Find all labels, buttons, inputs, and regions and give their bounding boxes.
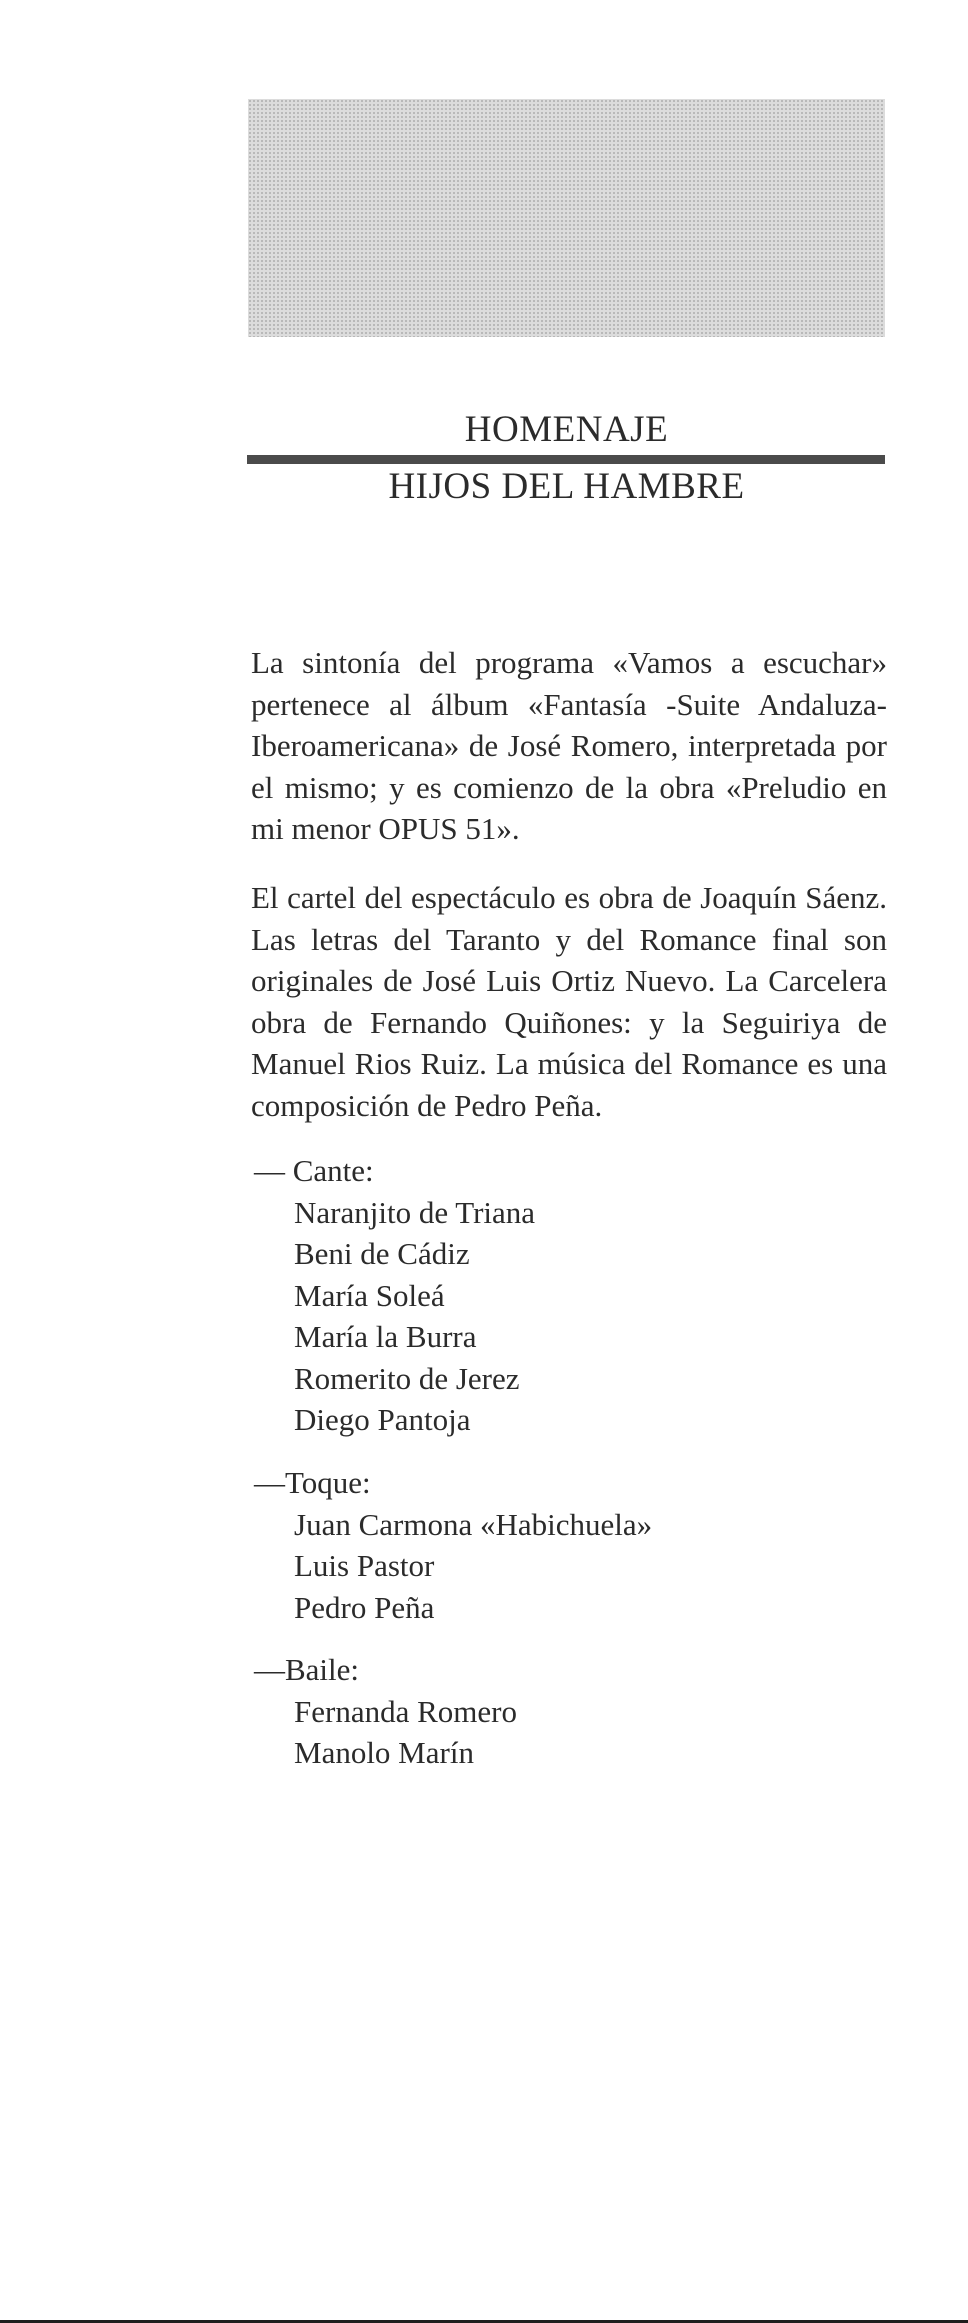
title-hijos-del-hambre: HIJOS DEL HAMBRE [388, 466, 745, 507]
paragraph-sintonia: La sintonía del programa «Vamos a escuchar» pertenece al álbum «Fantasía -Suite Andaluza-Iberoamericana» de José Romero, interpretada por el mismo; y es comienzo de la obra «Preludio en mi menor OPUS 51». [251, 645, 887, 846]
grey-halftone-box [248, 99, 885, 337]
title-divider [247, 455, 885, 464]
credits-cante [254, 1150, 535, 1441]
credit-name: María Soleá [294, 1277, 445, 1313]
credit-name: Manolo Marín [294, 1735, 474, 1770]
credit-name: Romerito de Jerez [294, 1360, 520, 1396]
credits-baile [254, 1649, 517, 1774]
credit-name: Naranjito de Triana [294, 1194, 536, 1230]
credits-toque [254, 1462, 652, 1628]
credits-toque-heading: —Toque: [254, 1465, 371, 1500]
credits-baile-heading: —Baile: [254, 1652, 360, 1687]
credit-name: Juan Carmona «Habichuela» [294, 1506, 653, 1542]
credit-name: María la Burra [294, 1319, 477, 1354]
credit-name: Luis Pastor [294, 1548, 435, 1583]
credit-name: Fernanda Romero [294, 1693, 517, 1729]
paragraph-cartel: El cartel del espectáculo es obra de Joaquín Sáenz. Las letras del Taranto y del Romance final son originales de José Luis Ortiz Nuevo. La Carcelera obra de Fernando Quiñones: y la Seguiriya de Manuel Rios Ruiz. La música del Romance es una composición de Pedro Peña. [251, 880, 887, 1123]
credit-name: Diego Pantoja [294, 1402, 471, 1437]
credits-cante-heading: — Cante: [254, 1153, 374, 1188]
credit-name: Beni de Cádiz [294, 1236, 470, 1271]
title-homenaje: HOMENAJE [464, 409, 669, 450]
credit-name: Pedro Peña [294, 1589, 435, 1625]
